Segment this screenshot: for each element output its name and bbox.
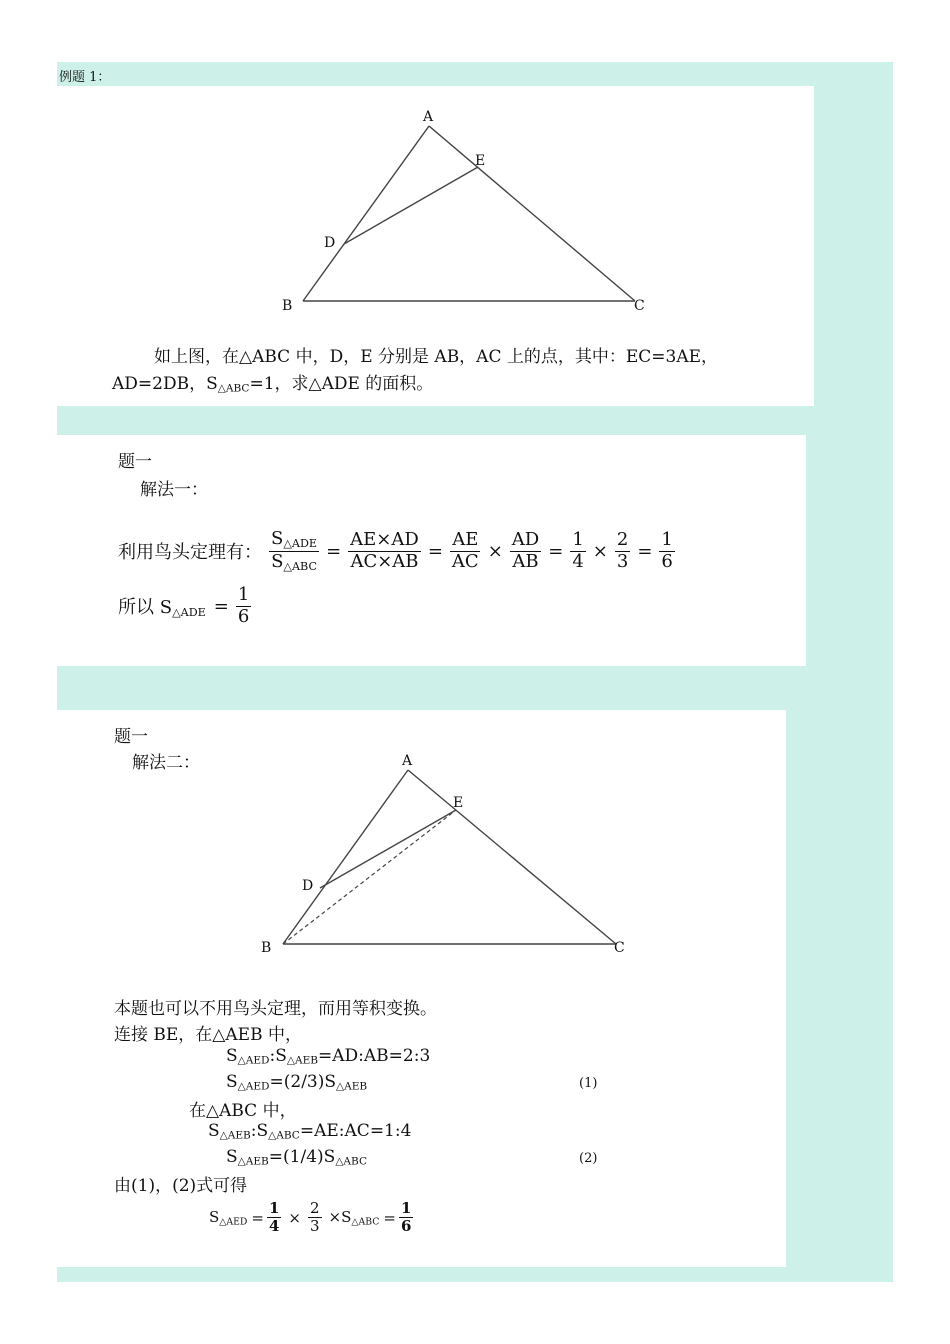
frac-result: $\frac{1}{6}$ xyxy=(237,584,250,627)
label-d-2: D xyxy=(302,878,314,894)
frac-ad-ab: $\frac{AD}{AB}$ xyxy=(511,528,540,572)
dashed-be xyxy=(283,810,456,944)
side-ab xyxy=(303,126,429,301)
solution-two-method: 解法二： xyxy=(132,753,200,773)
solution-one-method: 解法一： xyxy=(140,480,208,500)
conclusion-line: 所以 $S_{\triangle ADE}$ = $\frac{1}{6}$ xyxy=(118,584,250,627)
example-heading: 例题 1： xyxy=(59,70,111,85)
frac-sides-product: $\frac{AE\times AD}{AC\times AB}$ xyxy=(350,528,419,572)
label-a-2: A xyxy=(402,753,413,769)
solution-two-line-4: 由(1)，(2)式可得 xyxy=(114,1176,248,1196)
frac-ae-ac: $\frac{AE}{AC}$ xyxy=(451,528,479,572)
final-equation: $S_{\triangle AED}$ = $\frac{1}{4}$ × $\frac{2}{3}$ $\times S_{\triangle ABC}$ = $\frac{1}{6}$ xyxy=(209,1199,412,1236)
frac-area-ratio: $\frac{S_{\triangle ADE}}{S_{\triangle ABC}}$ xyxy=(271,528,318,573)
label-d: D xyxy=(324,235,336,251)
solution-one-title: 题一 xyxy=(118,452,152,472)
solution-one-panel xyxy=(57,435,806,666)
equation-tag-2: (2) xyxy=(579,1151,598,1166)
side-ac xyxy=(429,126,635,301)
final-frac-quarter: $\frac{1}{4}$ xyxy=(268,1199,280,1236)
frac-one-quarter: $\frac{1}{4}$ xyxy=(572,528,584,572)
equation-tag-1: (1) xyxy=(579,1076,598,1091)
side-ac-2 xyxy=(408,770,616,944)
solution-two-line-2: 连接 BE，在△AEB 中， xyxy=(114,1025,302,1045)
equation-1: $S_{\triangle AED}:S_{\triangle AEB}=AD:AB=2:3$ xyxy=(226,1046,431,1067)
frac-one-sixth: $\frac{1}{6}$ xyxy=(661,528,673,572)
label-c: C xyxy=(634,298,645,314)
label-b-2: B xyxy=(261,940,272,956)
final-frac-sixth: $\frac{1}{6}$ xyxy=(400,1199,412,1236)
label-e: E xyxy=(475,153,486,169)
label-c-2: C xyxy=(614,940,625,956)
segment-de xyxy=(344,167,478,244)
frac-two-thirds: $\frac{2}{3}$ xyxy=(616,528,629,572)
problem-line-1: 如上图，在△ABC 中，D，E 分别是 AB，AC 上的点，其中：EC=3AE， xyxy=(154,347,719,367)
side-ab-2 xyxy=(283,770,408,944)
final-frac-two-thirds: $\frac{2}{3}$ xyxy=(309,1199,320,1236)
solution-two-line-1: 本题也可以不用鸟头定理，而用等积变换。 xyxy=(114,999,437,1019)
segment-de-2 xyxy=(320,810,456,888)
solution-two-line-3: 在△ABC 中， xyxy=(189,1101,297,1121)
equation-4: $S_{\triangle AEB}=(1/4)S_{\triangle ABC}$ xyxy=(226,1147,368,1168)
problem-line-2: AD=2DB，$S_{\triangle ABC}=1$，求△ADE 的面积。 xyxy=(112,374,434,395)
solution-two-panel xyxy=(57,710,786,1267)
label-a: A xyxy=(423,109,434,125)
triangle-figure-2 xyxy=(57,710,786,960)
equation-2: $S_{\triangle AED}=(2/3)S_{\triangle AEB}$ xyxy=(226,1072,368,1093)
equation-3: $S_{\triangle AEB}:S_{\triangle ABC}=AE:AC=1:4$ xyxy=(208,1121,412,1142)
solution-two-title: 题一 xyxy=(114,727,148,747)
label-b: B xyxy=(282,298,293,314)
label-e-2: E xyxy=(453,795,464,811)
example-problem-panel xyxy=(57,86,814,406)
equation-ratio: 利用鸟头定理有： $\frac{S_{\triangle ADE}}{S_{\triangle ABC}}$ = $\frac{AE\times AD}{AC\times AB}$ = $\frac{AE}{AC}$ × $\frac{AD}{AB}$ = $\frac{1}{4}$ × $\frac{2}{3}$ = $\frac{1}{6}$ xyxy=(118,528,673,573)
